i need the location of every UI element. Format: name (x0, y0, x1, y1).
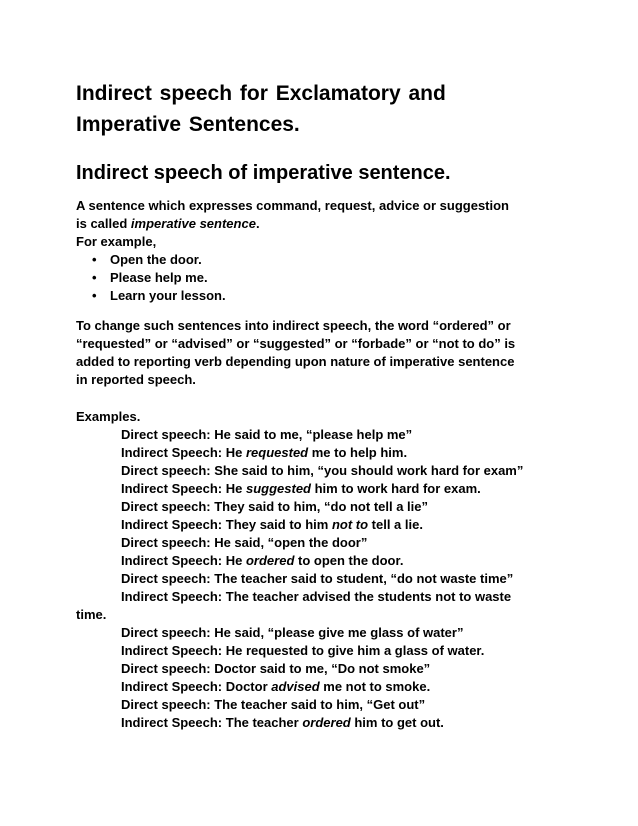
intro-paragraph (76, 197, 509, 251)
rule-paragraph (76, 317, 515, 389)
examples-list (76, 426, 576, 732)
example-line: Direct speech: They said to him, “do not tell a lie” (121, 499, 429, 514)
intro-text: is called (76, 216, 131, 231)
page-title (76, 78, 576, 140)
example-line: Direct speech: She said to him, “you should work hard for exam” (121, 463, 524, 478)
examples-heading: Examples. (76, 409, 141, 424)
example-bullet-list (91, 251, 226, 305)
example-line: Indirect Speech: He requested me to help him. (121, 445, 408, 460)
section-heading: Indirect speech of imperative sentence. (76, 162, 451, 184)
rule-line: “requested” or “advised” or “suggested” or “forbade” or “not to do” is (76, 336, 516, 351)
intro-emphasis: imperative sentence (130, 216, 256, 231)
rule-line: in reported speech. (76, 372, 196, 387)
example-line: Direct speech: The teacher said to him, “Get out” (121, 697, 426, 712)
example-line: Indirect Speech: The teacher advised the students not to waste (121, 589, 512, 604)
example-line: Direct speech: He said, “open the door” (121, 535, 368, 550)
title-line-2: Imperative Sentences. (76, 113, 300, 136)
bullet-item: • Please help me. (91, 269, 226, 287)
example-line: Indirect Speech: They said to him not to tell a lie. (121, 517, 423, 532)
intro-line-2 (76, 215, 509, 233)
rule-line: added to reporting verb depending upon nature of imperative sentence (76, 354, 515, 369)
example-line: Indirect Speech: He suggested him to work hard for exam. (121, 481, 481, 496)
example-wrap-line: time. (76, 607, 107, 622)
example-line: Indirect Speech: The teacher ordered him to get out. (121, 715, 444, 730)
example-line: Direct speech: He said, “please give me glass of water” (121, 625, 464, 640)
bullet-item: • Open the door. (91, 251, 226, 269)
example-line: Direct speech: The teacher said to student, “do not waste time” (121, 571, 514, 586)
example-line: Indirect Speech: Doctor advised me not to smoke. (121, 679, 431, 694)
example-line: Indirect Speech: He ordered to open the door. (121, 553, 404, 568)
intro-line-1: A sentence which expresses command, request, advice or suggestion (76, 198, 509, 213)
intro-line-3: For example, (76, 234, 157, 249)
bullet-item: • Learn your lesson. (91, 287, 226, 305)
example-line: Direct speech: Doctor said to me, “Do not smoke” (121, 661, 431, 676)
example-line: Indirect Speech: He requested to give him a glass of water. (121, 643, 485, 658)
title-line-1: Indirect speech for Exclamatory and (76, 82, 446, 105)
intro-text-end: . (255, 216, 260, 231)
rule-line: To change such sentences into indirect speech, the word “ordered” or (76, 318, 511, 333)
example-line: Direct speech: He said to me, “please help me” (121, 427, 413, 442)
